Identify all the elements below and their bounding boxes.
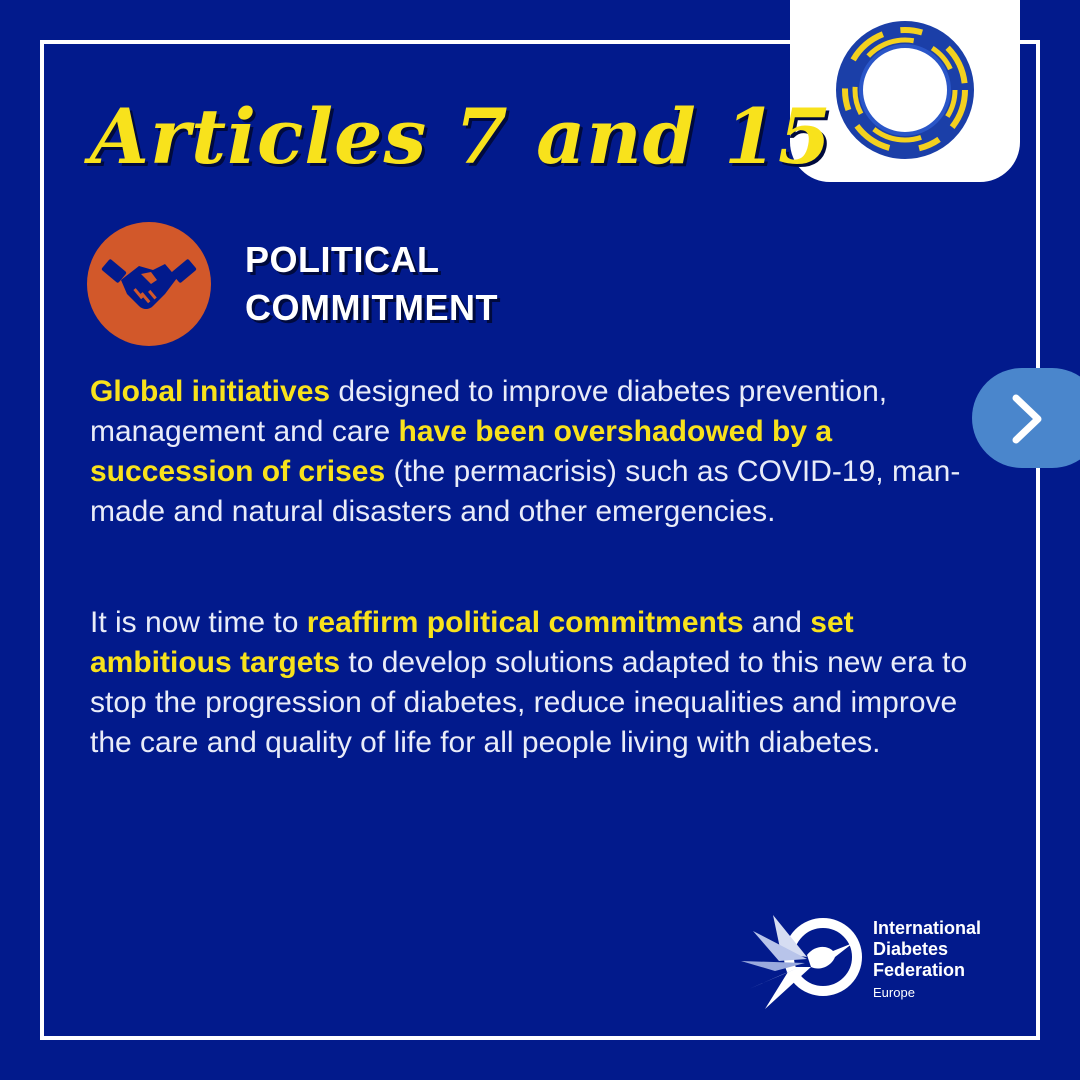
section-heading-line2: COMMITMENT <box>245 287 498 328</box>
section-heading <box>245 236 498 332</box>
eu-ring-logo <box>835 20 975 160</box>
organization-name-line1: International <box>873 918 982 938</box>
paragraph-2-text-c: to develop solutions adapted to this new era to stop the progression of diabetes, reduce inequalities and improve the care and quality of life for all people living with diabetes. <box>90 646 968 759</box>
handshake-icon <box>87 222 211 346</box>
idf-hummingbird-logo <box>735 905 865 1015</box>
organization-region: Europe <box>873 985 915 1000</box>
paragraph-1-text-a: designed to improve diabetes prevention, management and care <box>90 375 888 448</box>
highlight-overshadowed: have been overshadowed by a succession of crises <box>90 415 833 488</box>
highlight-global-initiatives: Global initiatives <box>90 375 331 408</box>
paragraph-1-text-b: (the permacrisis) such as COVID-19, man-made and natural disasters and other emergencies. <box>90 455 961 528</box>
organization-name-line3: Federation <box>873 960 966 980</box>
paragraph-2-text-b: and <box>743 606 811 639</box>
chevron-right-icon <box>1008 392 1048 446</box>
organization-name-line2: Diabetes <box>873 939 949 959</box>
page-title: Articles 7 and 15 <box>90 92 832 181</box>
highlight-targets: set ambitious targets <box>90 606 854 679</box>
highlight-reaffirm: reaffirm political commitments <box>306 606 744 639</box>
organization-name <box>873 918 981 981</box>
paragraph-1 <box>90 372 980 532</box>
content-frame <box>40 40 1040 1040</box>
next-slide-button[interactable] <box>972 368 1080 468</box>
paragraph-2-text-a: It is now time to <box>90 606 307 639</box>
section-heading-line1: POLITICAL <box>245 239 440 280</box>
paragraph-2 <box>90 603 980 763</box>
